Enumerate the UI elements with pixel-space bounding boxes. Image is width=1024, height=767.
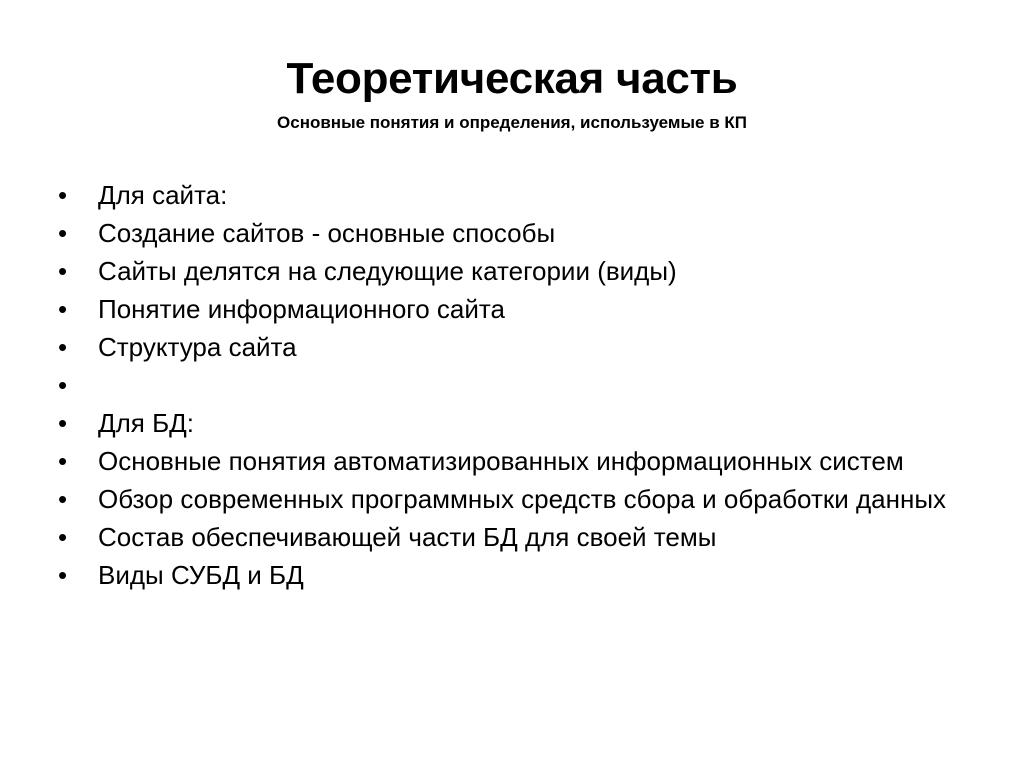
bullet-text: Виды СУБД и БД [98, 560, 304, 590]
bullet-text: Для сайта: [98, 180, 228, 210]
bullet-item [58, 408, 958, 438]
bullet-item [58, 560, 958, 590]
bullet-dot-icon: • [58, 294, 68, 324]
bullet-dot-icon: • [58, 560, 68, 590]
bullet-text: Сайты делятся на следующие категории (виды) [98, 256, 677, 286]
bullet-item [58, 332, 958, 362]
bullet-dot-icon: • [58, 332, 68, 362]
slide-subtitle: Основные понятия и определения, используемые в КП [277, 113, 747, 132]
bullet-text: Обзор современных программных средств сбора и обработки данных [98, 484, 947, 514]
bullet-item [58, 180, 958, 210]
bullet-dot-icon: • [58, 218, 68, 248]
bullet-item [58, 218, 958, 248]
bullet-text: Понятие информационного сайта [98, 294, 505, 324]
bullet-text: Структура сайта [98, 332, 297, 362]
bullet-dot-icon: • [58, 408, 68, 438]
bullet-dot-icon: • [58, 522, 68, 552]
bullet-item [58, 256, 958, 286]
bullet-list [58, 180, 958, 598]
slide-title: Теоретическая часть [286, 54, 738, 103]
bullet-dot-icon: • [58, 484, 68, 514]
bullet-text: Создание сайтов - основные способы [98, 218, 556, 248]
bullet-text: Состав обеспечивающей части БД для своей темы [98, 522, 717, 552]
bullet-item [58, 484, 958, 514]
title-block [0, 52, 1024, 134]
bullet-item-empty [58, 370, 958, 400]
bullet-item [58, 294, 958, 324]
bullet-dot-icon: • [58, 180, 68, 210]
bullet-dot-icon: • [58, 256, 68, 286]
bullet-dot-icon: • [58, 370, 68, 400]
bullet-text: Для БД: [98, 408, 194, 438]
bullet-item [58, 446, 958, 476]
bullet-item [58, 522, 958, 552]
bullet-text: Основные понятия автоматизированных информационных систем [98, 446, 904, 476]
bullet-dot-icon: • [58, 446, 68, 476]
